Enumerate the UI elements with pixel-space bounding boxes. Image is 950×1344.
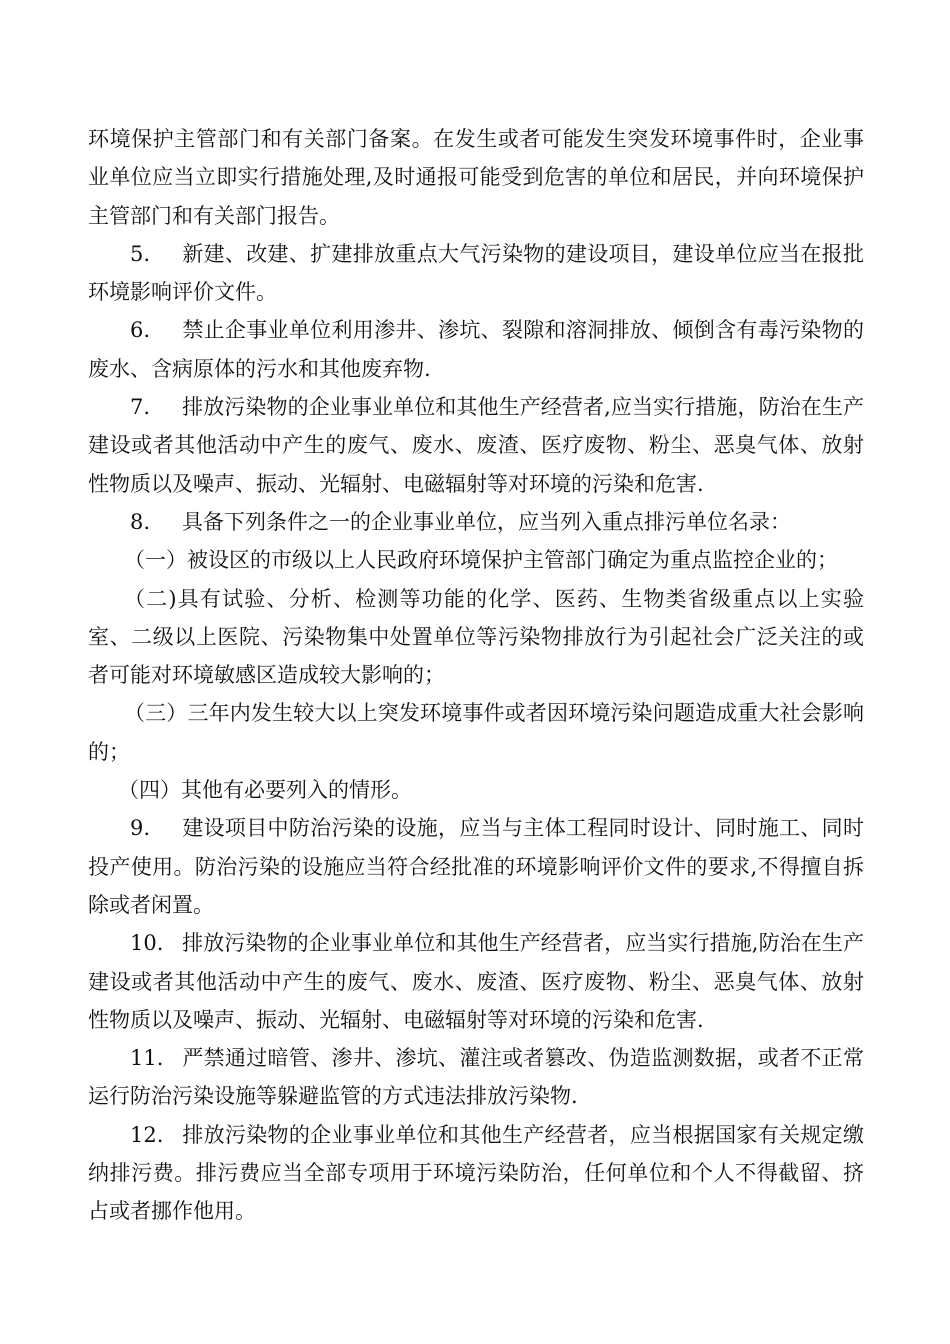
paragraph-item-7	[88, 388, 864, 503]
item-number: 8.	[130, 509, 151, 534]
paragraph-continuation	[88, 120, 864, 235]
item-number: 12.	[130, 1122, 164, 1147]
sub-item-1	[88, 541, 864, 579]
paragraph-text: 排放污染物的企业事业单位和其他生产经营者，应当根据国家有关规定缴纳排污费。排污费应当全部专项用于环境污染防治，任何单位和个人不得截留、挤占或者挪作他用。	[88, 1122, 864, 1224]
paragraph-text: 禁止企事业单位利用渗井、渗坑、裂隙和溶洞排放、倾倒含有毒污染物的废水、含病原体的污水和其他废弃物.	[88, 318, 864, 381]
paragraph-text: 排放污染物的企业事业单位和其他生产经营者,应当实行措施，防治在生产建设或者其他活动中产生的废气、废水、废渣、医疗废物、粉尘、恶臭气体、放射性物质以及噪声、振动、光辐射、电磁辐射等对环境的污染和危害.	[88, 395, 864, 496]
sub-item-2	[88, 580, 864, 695]
paragraph-text: （三）三年内发生较大以上突发环境事件或者因环境污染问题造成重大社会影响的；	[88, 701, 864, 764]
paragraph-text: 严禁通过暗管、渗井、渗坑、灌注或者篡改、伪造监测数据，或者不正常运行防治污染设施等躲避监管的方式违法排放污染物.	[88, 1046, 864, 1109]
paragraph-text: （四）其他有必要列入的情形。	[118, 778, 412, 803]
paragraph-item-10	[88, 924, 864, 1039]
paragraph-text: 新建、改建、扩建排放重点大气污染物的建设项目，建设单位应当在报批环境影响评价文件。	[88, 241, 864, 305]
item-number: 11.	[130, 1046, 164, 1071]
paragraph-text: 建设项目中防治污染的设施，应当与主体工程同时设计、同时施工、同时投产使用。防治污染的设施应当符合经批准的环境影响评价文件的要求,不得擅自拆除或者闲置。	[88, 816, 864, 917]
item-number: 5.	[130, 241, 151, 266]
paragraph-item-8	[88, 503, 864, 541]
paragraph-item-12	[88, 1116, 864, 1231]
paragraph-text: （二)具有试验、分析、检测等功能的化学、医药、生物类省级重点以上实验室、二级以上医院、污染物集中处置单位等污染物排放行为引起社会广泛关注的或者可能对环境敏感区造成较大影响的；	[88, 586, 864, 688]
paragraph-text: （一）被设区的市级以上人民政府环境保护主管部门确定为重点监控企业的；	[124, 548, 838, 573]
paragraph-item-11	[88, 1039, 864, 1116]
paragraph-item-5	[88, 235, 864, 312]
paragraph-item-9	[88, 809, 864, 924]
document-page	[88, 120, 864, 1231]
sub-item-3	[88, 694, 864, 771]
item-number: 10.	[130, 931, 164, 956]
item-number: 9.	[130, 816, 151, 841]
item-number: 6.	[130, 318, 151, 343]
paragraph-item-6	[88, 311, 864, 388]
paragraph-text: 具备下列条件之一的企业事业单位，应当列入重点排污单位名录：	[182, 509, 791, 534]
paragraph-text: 排放污染物的企业事业单位和其他生产经营者，应当实行措施,防治在生产建设或者其他活动中产生的废气、废水、废渣、医疗废物、粉尘、恶臭气体、放射性物质以及噪声、振动、光辐射、电磁辐射等对环境的污染和危害.	[88, 931, 864, 1032]
item-number: 7.	[130, 395, 151, 420]
sub-item-4	[88, 771, 864, 809]
paragraph-text: 环境保护主管部门和有关部门备案。在发生或者可能发生突发环境事件时，企业事业单位应当立即实行措施处理,及时通报可能受到危害的单位和居民，并向环境保护主管部门和有关部门报告。	[88, 127, 864, 228]
